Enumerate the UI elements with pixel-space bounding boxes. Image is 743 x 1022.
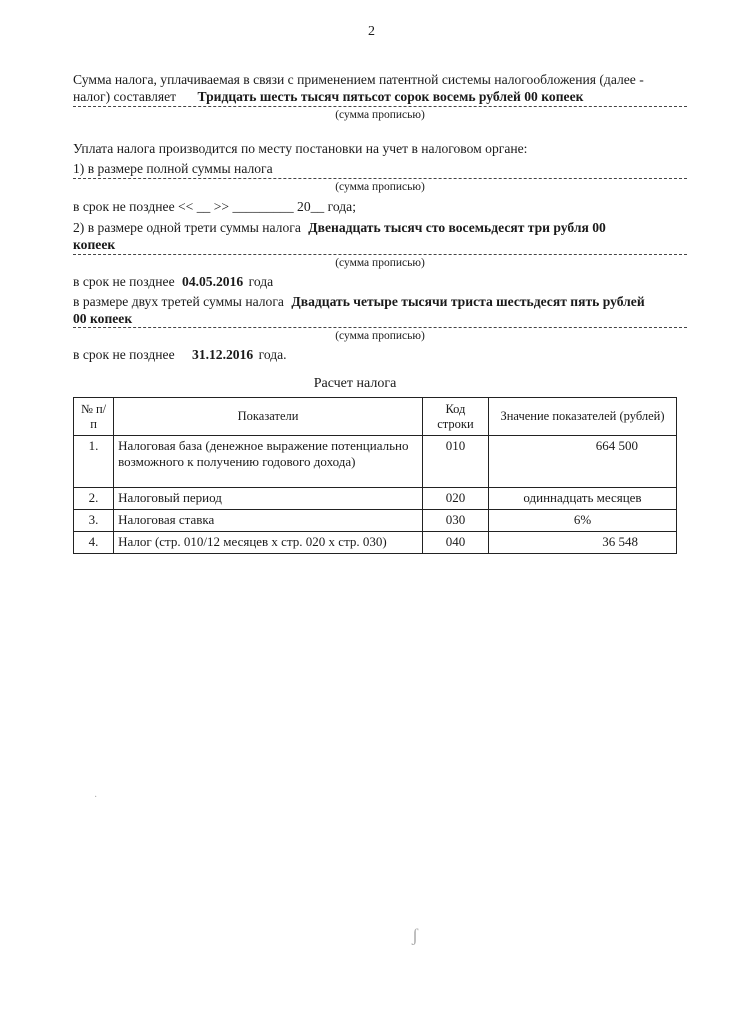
table-row (74, 436, 677, 488)
row-value: 36 548 (488, 532, 676, 554)
dashed-rule (73, 254, 687, 255)
row-indicator: Налоговая ставка (114, 510, 423, 532)
full-amount-deadline: в срок не позднее << __ >> _________ 20__ года; (73, 199, 356, 214)
row-value: 6% (488, 510, 676, 532)
patent-tax-amount-words: Тридцать шесть тысяч пятьсот сорок восемь рублей 00 копеек (197, 89, 584, 104)
third-deadline-suffix: года (248, 274, 274, 289)
two-thirds-amount-words: Двадцать четыре тысячи триста шестьдесят пять рублей (291, 294, 645, 309)
row-value: 664 500 (488, 436, 676, 488)
amount-caption: (сумма прописью) (335, 109, 425, 121)
two-thirds-amount-words-cont: 00 копеек (73, 311, 133, 326)
row-num: 2. (74, 488, 114, 510)
full-amount-label: 1) в размере полной суммы налога (73, 161, 273, 176)
scan-speck: ʃ (412, 925, 418, 945)
scan-speck: · (94, 792, 98, 803)
two-thirds-deadline-suffix: года. (258, 347, 287, 362)
third-amount-caption: (сумма прописью) (335, 257, 425, 269)
header-value: Значение показателей (рублей) (488, 398, 676, 436)
header-num: № п/п (74, 398, 114, 436)
third-amount-label: 2) в размере одной трети суммы налога (73, 220, 301, 235)
full-amount-caption: (сумма прописью) (335, 181, 425, 193)
row-code: 010 (422, 436, 488, 488)
two-thirds-deadline (73, 347, 287, 363)
row-num: 4. (74, 532, 114, 554)
table-header-row (74, 398, 677, 436)
dashed-rule (73, 106, 687, 107)
row-value: одиннадцать месяцев (488, 488, 676, 510)
payment-intro: Уплата налога производится по месту постановки на учет в налоговом органе: (73, 141, 528, 156)
page-number: 2 (368, 24, 375, 39)
table-row (74, 488, 677, 510)
patent-tax-line2 (73, 89, 583, 105)
third-deadline-date: 04.05.2016 (182, 274, 244, 289)
third-amount-words-cont: копеек (73, 237, 116, 252)
third-deadline (73, 274, 273, 290)
third-amount-words: Двенадцать тысяч сто восемьдесят три рубля 00 (308, 220, 606, 235)
row-indicator: Налоговый период (114, 488, 423, 510)
dashed-rule (73, 327, 687, 328)
table-row (74, 532, 677, 554)
row-indicator: Налоговая база (денежное выражение потенциально возможного к получению годового дохода) (114, 436, 423, 488)
two-thirds-caption: (сумма прописью) (335, 330, 425, 342)
row-indicator: Налог (стр. 010/12 месяцев х стр. 020 х стр. 030) (114, 532, 423, 554)
header-code: Код строки (422, 398, 488, 436)
row-code: 040 (422, 532, 488, 554)
calc-table-title: Расчет налога (313, 376, 397, 391)
patent-tax-prefix: налог) составляет (73, 89, 177, 104)
row-num: 3. (74, 510, 114, 532)
row-num: 1. (74, 436, 114, 488)
patent-tax-line1: Сумма налога, уплачиваемая в связи с применением патентной системы налогообложения (далее - (73, 72, 644, 87)
dashed-rule (73, 178, 687, 179)
header-indicator: Показатели (114, 398, 423, 436)
row-code: 020 (422, 488, 488, 510)
two-thirds-deadline-prefix: в срок не позднее (73, 347, 175, 362)
third-amount-line (73, 220, 606, 236)
two-thirds-amount-line (73, 294, 645, 310)
two-thirds-deadline-date: 31.12.2016 (192, 347, 254, 362)
table-row (74, 510, 677, 532)
row-code: 030 (422, 510, 488, 532)
tax-calculation-table (73, 397, 677, 554)
two-thirds-label: в размере двух третей суммы налога (73, 294, 284, 309)
third-deadline-prefix: в срок не позднее (73, 274, 175, 289)
